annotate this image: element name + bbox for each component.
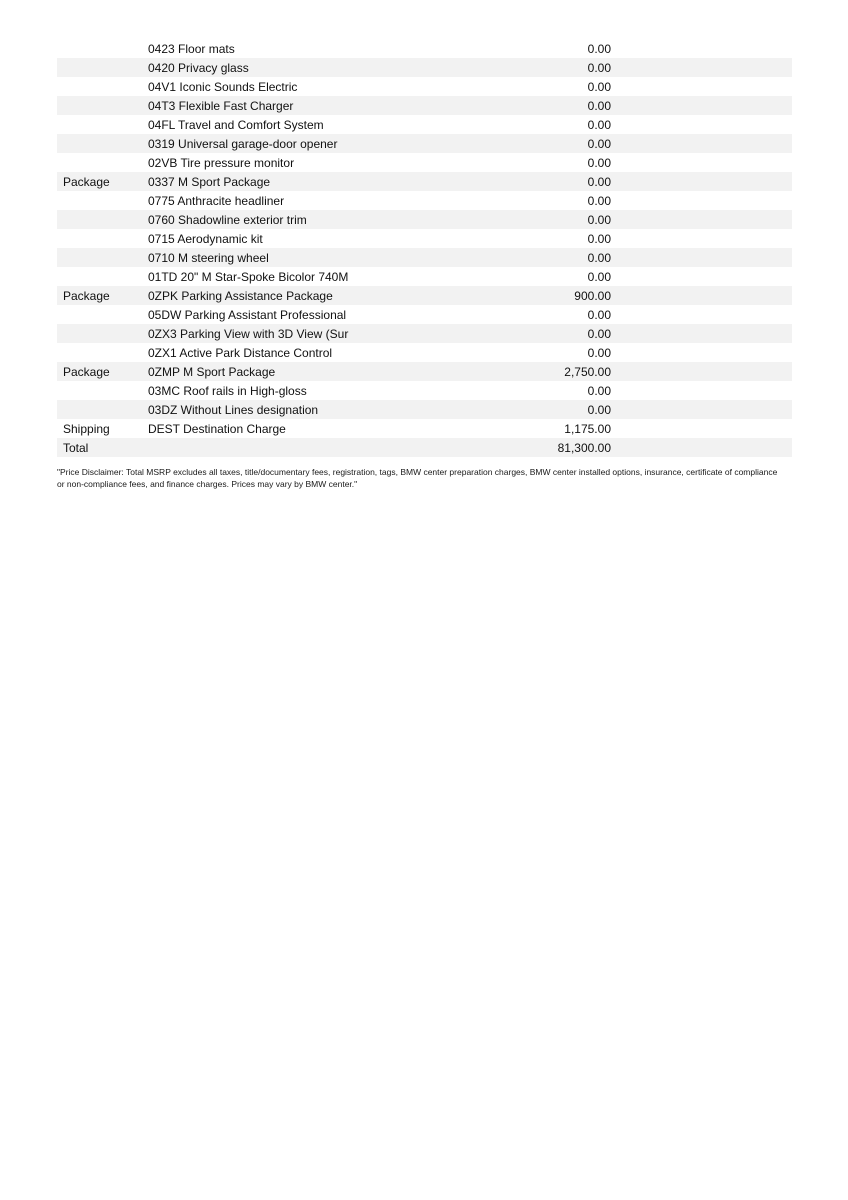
table-row	[57, 381, 792, 400]
row-category-label	[57, 400, 148, 419]
row-option-label: 0337 M Sport Package	[148, 174, 271, 189]
row-spacer	[611, 115, 792, 134]
table-row	[57, 400, 792, 419]
table-row	[57, 248, 792, 267]
table-row	[57, 324, 792, 343]
row-category-label	[57, 210, 148, 229]
table-row	[57, 210, 792, 229]
row-price: 0.00	[587, 174, 611, 189]
row-category-label	[57, 58, 148, 77]
row-option-label: 0710 M steering wheel	[148, 250, 269, 265]
row-price: 0.00	[587, 326, 611, 341]
row-spacer	[611, 419, 792, 438]
table-row	[57, 362, 792, 381]
row-category-label: Shipping	[63, 421, 110, 436]
row-price: 0.00	[587, 98, 611, 113]
row-option-label: 02VB Tire pressure monitor	[148, 155, 295, 170]
row-option-label: 04T3 Flexible Fast Charger	[148, 98, 294, 113]
row-price: 0.00	[587, 307, 611, 322]
row-category-label	[57, 343, 148, 362]
table-row	[57, 39, 792, 58]
row-spacer	[611, 267, 792, 286]
table-row	[57, 419, 792, 438]
row-spacer	[611, 191, 792, 210]
row-price: 2,750.00	[564, 364, 611, 379]
row-category-label	[57, 115, 148, 134]
row-price: 0.00	[587, 269, 611, 284]
row-spacer	[611, 96, 792, 115]
options-table	[57, 39, 792, 457]
row-option-label: DEST Destination Charge	[148, 421, 286, 436]
row-spacer	[611, 362, 792, 381]
row-spacer	[611, 134, 792, 153]
row-price: 900.00	[574, 288, 611, 303]
row-price: 0.00	[587, 155, 611, 170]
row-spacer	[611, 229, 792, 248]
row-category-label	[57, 324, 148, 343]
options-table-body	[57, 39, 792, 457]
row-category-label	[57, 191, 148, 210]
table-row	[57, 96, 792, 115]
row-category-label	[57, 96, 148, 115]
row-option-label	[148, 438, 478, 457]
row-category-label	[57, 153, 148, 172]
table-row	[57, 438, 792, 457]
row-price: 0.00	[587, 212, 611, 227]
row-option-label: 04V1 Iconic Sounds Electric	[148, 79, 298, 94]
table-row	[57, 172, 792, 191]
table-row	[57, 267, 792, 286]
row-spacer	[611, 438, 792, 457]
row-category-label	[57, 134, 148, 153]
row-price: 0.00	[587, 60, 611, 75]
row-category-label	[57, 305, 148, 324]
row-price: 1,175.00	[564, 421, 611, 436]
table-row	[57, 191, 792, 210]
table-row	[57, 77, 792, 96]
row-category-label	[57, 77, 148, 96]
row-option-label: 0ZPK Parking Assistance Package	[148, 288, 333, 303]
row-price: 0.00	[587, 136, 611, 151]
row-spacer	[611, 343, 792, 362]
row-price: 0.00	[587, 193, 611, 208]
row-option-label: 0ZX1 Active Park Distance Control	[148, 345, 333, 360]
row-spacer	[611, 400, 792, 419]
row-category-label: Package	[63, 364, 110, 379]
row-category-label	[57, 381, 148, 400]
table-row	[57, 153, 792, 172]
row-category-label: Package	[63, 174, 110, 189]
row-spacer	[611, 39, 792, 58]
row-option-label: 0423 Floor mats	[148, 41, 235, 56]
row-option-label: 0715 Aerodynamic kit	[148, 231, 263, 246]
row-category-label: Total	[63, 440, 89, 455]
row-spacer	[611, 305, 792, 324]
row-category-label: Package	[63, 288, 110, 303]
row-option-label: 0760 Shadowline exterior trim	[148, 212, 307, 227]
row-option-label: 03MC Roof rails in High-gloss	[148, 383, 307, 398]
row-option-label: 0ZX3 Parking View with 3D View (Sur	[148, 326, 349, 341]
table-row	[57, 115, 792, 134]
row-option-label: 01TD 20" M Star-Spoke Bicolor 740M	[148, 269, 349, 284]
row-price: 0.00	[587, 250, 611, 265]
row-category-label	[57, 248, 148, 267]
row-price: 0.00	[587, 383, 611, 398]
row-price: 0.00	[587, 231, 611, 246]
row-option-label: 05DW Parking Assistant Professional	[148, 307, 347, 322]
row-option-label: 04FL Travel and Comfort System	[148, 117, 324, 132]
row-price: 0.00	[587, 345, 611, 360]
row-price: 0.00	[587, 117, 611, 132]
row-price: 0.00	[587, 79, 611, 94]
row-spacer	[611, 248, 792, 267]
row-category-label	[57, 39, 148, 58]
row-option-label: 0775 Anthracite headliner	[148, 193, 285, 208]
row-spacer	[611, 286, 792, 305]
table-row	[57, 286, 792, 305]
row-spacer	[611, 153, 792, 172]
row-spacer	[611, 172, 792, 191]
table-row	[57, 134, 792, 153]
table-row	[57, 305, 792, 324]
row-price: 81,300.00	[557, 440, 611, 455]
row-price: 0.00	[587, 41, 611, 56]
row-option-label: 0420 Privacy glass	[148, 60, 249, 75]
row-category-label	[57, 267, 148, 286]
row-spacer	[611, 381, 792, 400]
row-spacer	[611, 58, 792, 77]
row-option-label: 0ZMP M Sport Package	[148, 364, 276, 379]
row-spacer	[611, 210, 792, 229]
table-row	[57, 58, 792, 77]
table-row	[57, 343, 792, 362]
row-option-label: 03DZ Without Lines designation	[148, 402, 319, 417]
table-row	[57, 229, 792, 248]
row-spacer	[611, 324, 792, 343]
row-price: 0.00	[587, 402, 611, 417]
price-disclaimer: "Price Disclaimer: Total MSRP excludes all taxes, title/documentary fees, registration, tags, BMW center preparation charges, BMW center installed options, insurance, certificate of compliance or non-compliance fees, and finance charges. Prices may vary by BMW center."	[57, 467, 778, 489]
row-category-label	[57, 229, 148, 248]
row-option-label: 0319 Universal garage-door opener	[148, 136, 338, 151]
document-content	[0, 0, 848, 490]
row-spacer	[611, 77, 792, 96]
